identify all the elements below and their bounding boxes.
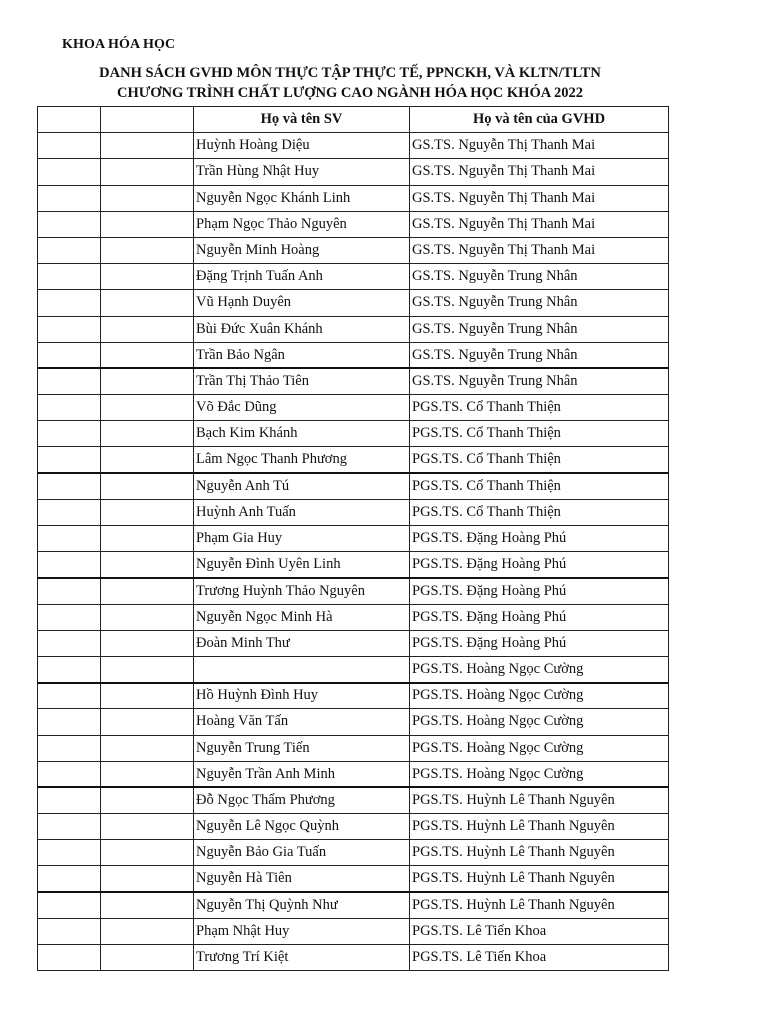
advisor-name-cell: GS.TS. Nguyễn Trung Nhân	[410, 290, 669, 316]
table-row	[38, 421, 669, 447]
table-row	[38, 683, 669, 709]
empty-cell	[101, 892, 194, 918]
empty-cell	[101, 945, 194, 971]
student-name-cell: Vũ Hạnh Duyên	[194, 290, 410, 316]
advisor-name-cell: PGS.TS. Cổ Thanh Thiện	[410, 499, 669, 525]
table-row	[38, 578, 669, 604]
empty-cell	[101, 395, 194, 421]
column-header-blank-2	[101, 107, 194, 133]
empty-cell	[101, 656, 194, 682]
student-name-cell: Huỳnh Anh Tuấn	[194, 499, 410, 525]
empty-cell	[101, 342, 194, 368]
student-name-cell: Bạch Kim Khánh	[194, 421, 410, 447]
table-row	[38, 840, 669, 866]
empty-cell	[101, 421, 194, 447]
empty-cell	[101, 368, 194, 394]
empty-cell	[38, 604, 101, 630]
student-name-cell: Trương Huỳnh Thảo Nguyên	[194, 578, 410, 604]
empty-cell	[38, 840, 101, 866]
empty-cell	[101, 552, 194, 578]
table-row	[38, 211, 669, 237]
empty-cell	[101, 133, 194, 159]
empty-cell	[38, 211, 101, 237]
student-name-cell: Hoàng Văn Tấn	[194, 709, 410, 735]
empty-cell	[38, 395, 101, 421]
student-name-cell: Nguyễn Lê Ngọc Quỳnh	[194, 814, 410, 840]
advisor-name-cell: GS.TS. Nguyễn Thị Thanh Mai	[410, 237, 669, 263]
empty-cell	[101, 630, 194, 656]
empty-cell	[101, 709, 194, 735]
student-name-cell: Nguyễn Trung Tiến	[194, 735, 410, 761]
empty-cell	[38, 866, 101, 892]
advisor-name-cell: PGS.TS. Hoàng Ngọc Cường	[410, 656, 669, 682]
table-row	[38, 342, 669, 368]
empty-cell	[38, 368, 101, 394]
empty-cell	[38, 945, 101, 971]
advisor-name-cell: PGS.TS. Huỳnh Lê Thanh Nguyên	[410, 840, 669, 866]
table-row	[38, 264, 669, 290]
student-name-cell: Bùi Đức Xuân Khánh	[194, 316, 410, 342]
student-name-cell: Phạm Nhật Huy	[194, 918, 410, 944]
table-row	[38, 892, 669, 918]
empty-cell	[38, 892, 101, 918]
table-row	[38, 395, 669, 421]
table-row	[38, 945, 669, 971]
empty-cell	[38, 316, 101, 342]
empty-cell	[38, 656, 101, 682]
table-row	[38, 133, 669, 159]
student-name-cell: Nguyễn Ngọc Minh Hà	[194, 604, 410, 630]
table-row	[38, 447, 669, 473]
student-name-cell: Lâm Ngọc Thanh Phương	[194, 447, 410, 473]
table-row	[38, 368, 669, 394]
empty-cell	[38, 735, 101, 761]
student-name-cell: Nguyễn Hà Tiên	[194, 866, 410, 892]
empty-cell	[38, 630, 101, 656]
student-name-cell: Huỳnh Hoàng Diệu	[194, 133, 410, 159]
empty-cell	[38, 683, 101, 709]
document-subtitle: CHƯƠNG TRÌNH CHẤT LƯỢNG CAO NGÀNH HÓA HỌC KHÓA 2022	[116, 85, 584, 101]
advisor-name-cell: GS.TS. Nguyễn Trung Nhân	[410, 368, 669, 394]
student-name-cell: Nguyễn Bảo Gia Tuấn	[194, 840, 410, 866]
table-row	[38, 630, 669, 656]
empty-cell	[38, 709, 101, 735]
table-row	[38, 290, 669, 316]
empty-cell	[38, 499, 101, 525]
empty-cell	[101, 290, 194, 316]
empty-cell	[38, 473, 101, 499]
empty-cell	[101, 237, 194, 263]
empty-cell	[101, 840, 194, 866]
table-body	[38, 133, 669, 971]
student-name-cell: Đặng Trịnh Tuấn Anh	[194, 264, 410, 290]
empty-cell	[101, 447, 194, 473]
student-name-cell: Trương Trí Kiệt	[194, 945, 410, 971]
empty-cell	[38, 133, 101, 159]
advisor-name-cell: PGS.TS. Lê Tiến Khoa	[410, 945, 669, 971]
advisor-name-cell: PGS.TS. Huỳnh Lê Thanh Nguyên	[410, 892, 669, 918]
empty-cell	[101, 578, 194, 604]
table-row	[38, 526, 669, 552]
student-name-cell: Hồ Huỳnh Đình Huy	[194, 683, 410, 709]
advisor-name-cell: PGS.TS. Cổ Thanh Thiện	[410, 473, 669, 499]
empty-cell	[38, 918, 101, 944]
student-name-cell: Nguyễn Anh Tú	[194, 473, 410, 499]
empty-cell	[101, 185, 194, 211]
empty-cell	[38, 552, 101, 578]
empty-cell	[101, 735, 194, 761]
table-row	[38, 761, 669, 787]
student-name-cell: Trần Hùng Nhật Huy	[194, 159, 410, 185]
student-name-cell: Nguyễn Thị Quỳnh Như	[194, 892, 410, 918]
empty-cell	[101, 211, 194, 237]
empty-cell	[38, 159, 101, 185]
empty-cell	[38, 342, 101, 368]
student-name-cell: Nguyễn Ngọc Khánh Linh	[194, 185, 410, 211]
advisor-name-cell: GS.TS. Nguyễn Trung Nhân	[410, 342, 669, 368]
empty-cell	[101, 918, 194, 944]
advisor-name-cell: PGS.TS. Huỳnh Lê Thanh Nguyên	[410, 814, 669, 840]
empty-cell	[38, 526, 101, 552]
advisor-table	[37, 106, 669, 971]
empty-cell	[101, 866, 194, 892]
table-row	[38, 735, 669, 761]
advisor-name-cell: GS.TS. Nguyễn Trung Nhân	[410, 316, 669, 342]
empty-cell	[101, 787, 194, 813]
empty-cell	[101, 159, 194, 185]
empty-cell	[101, 316, 194, 342]
empty-cell	[38, 761, 101, 787]
empty-cell	[38, 578, 101, 604]
empty-cell	[101, 814, 194, 840]
student-name-cell	[194, 656, 410, 682]
table-row	[38, 185, 669, 211]
student-name-cell: Trần Bảo Ngân	[194, 342, 410, 368]
student-name-cell: Phạm Gia Huy	[194, 526, 410, 552]
student-name-cell: Võ Đắc Dũng	[194, 395, 410, 421]
empty-cell	[38, 290, 101, 316]
table-row	[38, 814, 669, 840]
advisor-name-cell: PGS.TS. Hoàng Ngọc Cường	[410, 709, 669, 735]
student-name-cell: Nguyễn Trần Anh Minh	[194, 761, 410, 787]
empty-cell	[101, 526, 194, 552]
empty-cell	[101, 473, 194, 499]
advisor-name-cell: PGS.TS. Cổ Thanh Thiện	[410, 421, 669, 447]
advisor-name-cell: GS.TS. Nguyễn Thị Thanh Mai	[410, 159, 669, 185]
table-row	[38, 159, 669, 185]
advisor-name-cell: PGS.TS. Đặng Hoàng Phú	[410, 552, 669, 578]
table-row	[38, 787, 669, 813]
empty-cell	[101, 604, 194, 630]
document-title: DANH SÁCH GVHD MÔN THỰC TẬP THỰC TẾ, PPNCKH, VÀ KLTN/TLTN	[99, 65, 601, 81]
column-header-blank-1	[38, 107, 101, 133]
empty-cell	[101, 264, 194, 290]
table-row	[38, 499, 669, 525]
student-name-cell: Nguyễn Đình Uyên Linh	[194, 552, 410, 578]
empty-cell	[38, 264, 101, 290]
table-row	[38, 918, 669, 944]
advisor-name-cell: GS.TS. Nguyễn Thị Thanh Mai	[410, 133, 669, 159]
table-row	[38, 473, 669, 499]
table-header-row	[38, 107, 669, 133]
empty-cell	[38, 421, 101, 447]
student-name-cell: Trần Thị Thảo Tiên	[194, 368, 410, 394]
empty-cell	[38, 787, 101, 813]
table-row	[38, 709, 669, 735]
advisor-name-cell: PGS.TS. Đặng Hoàng Phú	[410, 630, 669, 656]
advisor-name-cell: PGS.TS. Đặng Hoàng Phú	[410, 604, 669, 630]
advisor-name-cell: PGS.TS. Huỳnh Lê Thanh Nguyên	[410, 787, 669, 813]
student-name-cell: Phạm Ngọc Thảo Nguyên	[194, 211, 410, 237]
table-row	[38, 316, 669, 342]
column-header-student: Họ và tên SV	[194, 107, 410, 133]
table-row	[38, 866, 669, 892]
advisor-name-cell: PGS.TS. Cổ Thanh Thiện	[410, 395, 669, 421]
advisor-name-cell: PGS.TS. Hoàng Ngọc Cường	[410, 735, 669, 761]
student-name-cell: Đoàn Minh Thư	[194, 630, 410, 656]
empty-cell	[101, 683, 194, 709]
table-row	[38, 237, 669, 263]
empty-cell	[38, 814, 101, 840]
advisor-name-cell: PGS.TS. Lê Tiến Khoa	[410, 918, 669, 944]
advisor-name-cell: PGS.TS. Cổ Thanh Thiện	[410, 447, 669, 473]
empty-cell	[38, 447, 101, 473]
empty-cell	[38, 237, 101, 263]
student-name-cell: Nguyễn Minh Hoàng	[194, 237, 410, 263]
advisor-name-cell: PGS.TS. Hoàng Ngọc Cường	[410, 761, 669, 787]
advisor-name-cell: GS.TS. Nguyễn Thị Thanh Mai	[410, 211, 669, 237]
table-row	[38, 552, 669, 578]
empty-cell	[101, 499, 194, 525]
advisor-name-cell: PGS.TS. Huỳnh Lê Thanh Nguyên	[410, 866, 669, 892]
empty-cell	[38, 185, 101, 211]
advisor-name-cell: GS.TS. Nguyễn Trung Nhân	[410, 264, 669, 290]
advisor-name-cell: PGS.TS. Đặng Hoàng Phú	[410, 578, 669, 604]
empty-cell	[101, 761, 194, 787]
department-name: KHOA HÓA HỌC	[62, 37, 176, 52]
student-name-cell: Đỗ Ngọc Thẩm Phương	[194, 787, 410, 813]
table-row	[38, 656, 669, 682]
table-row	[38, 604, 669, 630]
advisor-name-cell: PGS.TS. Đặng Hoàng Phú	[410, 526, 669, 552]
column-header-advisor: Họ và tên của GVHD	[410, 107, 669, 133]
advisor-name-cell: GS.TS. Nguyễn Thị Thanh Mai	[410, 185, 669, 211]
advisor-name-cell: PGS.TS. Hoàng Ngọc Cường	[410, 683, 669, 709]
